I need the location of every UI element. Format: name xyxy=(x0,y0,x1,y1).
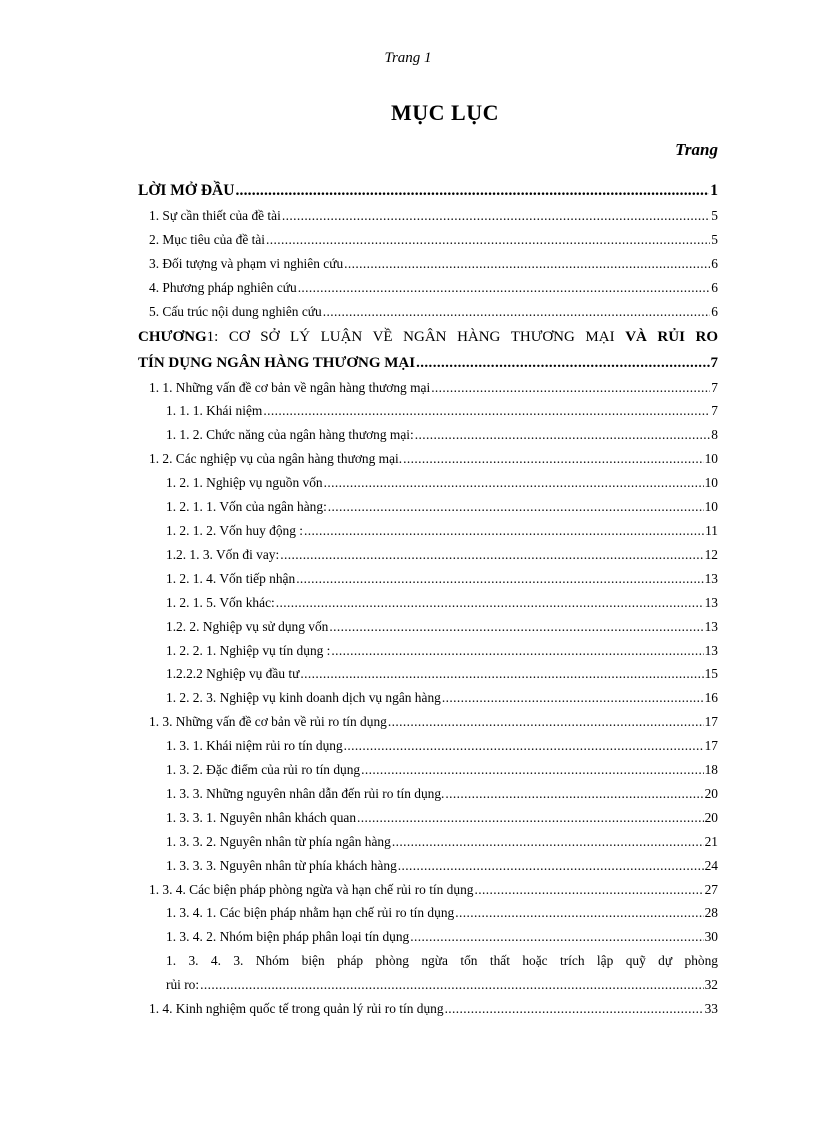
toc-entry-text: 4. Phương pháp nghiên cứu xyxy=(149,279,297,295)
toc-entry-page: 13 xyxy=(704,618,718,634)
toc-entry[interactable] xyxy=(138,758,718,782)
toc-entry[interactable] xyxy=(138,495,718,519)
toc-chapter-heading-line2[interactable] xyxy=(138,350,718,376)
toc-entry-text: 1. 2. Các nghiệp vụ của ngân hàng thương mại. xyxy=(149,451,403,467)
toc-entry-page: 6 xyxy=(711,279,718,295)
toc-entry-page: 15 xyxy=(704,666,718,682)
toc-entry-page: 7 xyxy=(711,379,718,395)
toc-entry-text: 1. 3. 2. Đặc điểm của rủi ro tín dụng xyxy=(166,762,361,778)
toc-entry-text: 1. 3. 4. 2. Nhóm biện pháp phân loại tín dụng xyxy=(166,929,410,945)
toc-entry-text: 1. 3. 3. 3. Nguyên nhân từ phía khách hàng xyxy=(166,857,397,873)
dot-leader xyxy=(445,782,703,806)
toc-entry[interactable] xyxy=(138,423,718,447)
toc-entry[interactable] xyxy=(138,399,718,423)
toc-entry[interactable] xyxy=(138,901,718,925)
intro-items xyxy=(138,204,718,324)
toc-entry-page: 27 xyxy=(704,881,718,897)
dot-leader xyxy=(329,615,703,639)
dot-leader xyxy=(344,252,710,276)
toc-entry-text: 1. 2. 2. 1. Nghiệp vụ tín dụng : xyxy=(166,642,331,658)
toc-entry[interactable] xyxy=(138,710,718,734)
toc-entry-text: 1. 3. 4. Các biện pháp phòng ngừa và hạn chế rủi ro tín dụng xyxy=(149,881,474,897)
toc-entry[interactable] xyxy=(138,639,718,663)
toc-entry[interactable] xyxy=(138,519,718,543)
dot-leader xyxy=(282,204,710,228)
toc-entry-page: 13 xyxy=(704,642,718,658)
toc-entry-wrapped[interactable]: 1. 3. 4. 3. Nhóm biện pháp phòng ngừa tổn thất hoặc trích lập quỹ dự phòng xyxy=(166,953,718,969)
dot-leader xyxy=(323,300,711,324)
toc-entry-text: 1. 2. 1. 5. Vốn khác: xyxy=(166,594,275,610)
dot-leader xyxy=(324,471,704,495)
page-number: Trang 1 xyxy=(384,50,432,66)
toc-entry-text: 1. 3. 3. 2. Nguyên nhân từ phía ngân hàng xyxy=(166,833,391,849)
toc-entry-text: 1.2. 1. 3. Vốn đi vay: xyxy=(166,546,280,562)
toc-entry-page: 1 xyxy=(710,182,718,199)
toc-entry-page: 20 xyxy=(704,809,718,825)
dot-leader xyxy=(403,447,704,471)
toc-entry-page: 12 xyxy=(704,546,718,562)
toc-entry-text: 1. 4. Kinh nghiệm quốc tế trong quản lý rủi ro tín dụng xyxy=(149,1001,444,1017)
toc-entry-page: 17 xyxy=(704,738,718,754)
toc-entry-page: 17 xyxy=(704,714,718,730)
toc-entry-page: 6 xyxy=(711,255,718,271)
dot-leader xyxy=(331,639,703,663)
toc-entry-page: 10 xyxy=(704,475,718,491)
toc-entry-text: 1. 3. 3. Những nguyên nhân dẫn đến rủi ro tín dụng. xyxy=(166,785,445,801)
toc-entry[interactable] xyxy=(138,662,718,686)
dot-leader xyxy=(474,878,703,902)
dot-leader xyxy=(410,925,703,949)
toc-entry[interactable] xyxy=(138,806,718,830)
dot-leader xyxy=(328,495,704,519)
dot-leader xyxy=(442,686,704,710)
toc-entry[interactable] xyxy=(138,782,718,806)
dot-leader xyxy=(304,519,704,543)
toc-entry-text: 1. 3. 1. Khái niệm rủi ro tín dụng xyxy=(166,738,343,754)
toc-entry[interactable] xyxy=(138,228,718,252)
toc-chapter-heading[interactable] xyxy=(138,324,718,350)
toc-entry-page: 8 xyxy=(711,427,718,443)
dot-leader xyxy=(388,710,704,734)
toc-entry-page: 6 xyxy=(711,303,718,319)
dot-leader xyxy=(298,276,711,300)
toc-entry[interactable] xyxy=(138,591,718,615)
toc-entry-text: 1. 2. 2. 3. Nghiệp vụ kinh doanh dịch vụ ngân hàng xyxy=(166,690,441,706)
toc-entry-page: 28 xyxy=(704,905,718,921)
toc-entry-text: 1. 3. 3. 1. Nguyên nhân khách quan xyxy=(166,809,357,825)
toc-entry-page: 32 xyxy=(704,977,718,993)
dot-leader xyxy=(392,830,704,854)
toc-entry[interactable] xyxy=(138,376,718,400)
toc-entry-page: 7 xyxy=(710,354,718,371)
dot-leader xyxy=(431,376,710,400)
toc-entry[interactable] xyxy=(138,854,718,878)
table-of-contents xyxy=(138,178,718,1021)
dot-leader xyxy=(344,734,704,758)
dot-leader xyxy=(235,178,709,204)
dot-leader xyxy=(280,543,703,567)
toc-entry[interactable] xyxy=(138,686,718,710)
toc-entry-page: 13 xyxy=(704,594,718,610)
toc-entry-page: 20 xyxy=(704,785,718,801)
dot-leader xyxy=(276,591,704,615)
toc-entry-intro[interactable] xyxy=(138,178,718,204)
toc-entry-page: 24 xyxy=(704,857,718,873)
toc-entry-page: 18 xyxy=(704,762,718,778)
toc-entry-last[interactable] xyxy=(138,997,718,1021)
toc-entry[interactable] xyxy=(138,252,718,276)
dot-leader xyxy=(361,758,703,782)
dot-leader xyxy=(200,973,704,997)
dot-leader xyxy=(263,399,710,423)
toc-entry-text: 1. 1. 2. Chức năng của ngân hàng thương mại: xyxy=(166,427,414,443)
toc-entry-page: 5 xyxy=(711,208,718,223)
toc-entry-text: 1. 3. 4. 1. Các biện pháp nhằm hạn chế rủi ro tín dụng xyxy=(166,905,455,921)
chapter-title-end: VÀ RỦI RO xyxy=(625,328,719,345)
toc-entry[interactable] xyxy=(138,567,718,591)
toc-entry-page: 10 xyxy=(704,499,718,515)
toc-entry-text: 2. Mục tiêu của đề tài xyxy=(149,231,266,247)
toc-entry-text: TÍN DỤNG NGÂN HÀNG THƯƠNG MẠI xyxy=(138,354,416,371)
toc-entry-page: 7 xyxy=(711,403,718,419)
chapter-items xyxy=(138,376,718,950)
dot-leader xyxy=(416,350,709,376)
toc-entry[interactable] xyxy=(138,543,718,567)
dot-leader xyxy=(455,901,703,925)
toc-entry[interactable] xyxy=(138,471,718,495)
toc-entry-wrapped-line2[interactable] xyxy=(138,973,718,997)
page-column-label: Trang xyxy=(675,140,718,159)
toc-entry-page: 10 xyxy=(704,451,718,467)
toc-entry-text: rủi ro: xyxy=(166,977,200,993)
toc-entry-text: 1. 1. 1. Khái niệm xyxy=(166,403,263,419)
toc-entry-text: 1. 2. 1. 2. Vốn huy động : xyxy=(166,522,304,538)
toc-entry-text: LỜI MỞ ĐẦU xyxy=(138,182,235,199)
dot-leader xyxy=(445,997,704,1021)
toc-entry[interactable] xyxy=(138,830,718,854)
toc-entry-page: 13 xyxy=(704,570,718,586)
toc-entry[interactable] xyxy=(138,615,718,639)
toc-entry-text: 1. 2. 1. 1. Vốn của ngân hàng: xyxy=(166,499,327,515)
toc-entry-text: 1. 3. Những vấn đề cơ bản về rủi ro tín dụng xyxy=(149,714,387,730)
toc-entry-text: 1. Sự cần thiết của đề tài xyxy=(149,208,281,223)
chapter-prefix: CHƯƠNG xyxy=(138,328,207,345)
toc-entry-text: 5. Cấu trúc nội dung nghiên cứu xyxy=(149,303,322,319)
toc-entry[interactable] xyxy=(138,204,718,228)
toc-entry-page: 5 xyxy=(711,231,718,247)
toc-entry[interactable] xyxy=(138,925,718,949)
toc-entry-text: 1.2.2.2 Nghiệp vụ đầu tư xyxy=(166,666,300,682)
toc-entry-text: 3. Đối tượng và phạm vi nghiên cứu xyxy=(149,255,344,271)
toc-entry[interactable] xyxy=(138,447,718,471)
dot-leader xyxy=(357,806,704,830)
toc-entry-text: 1. 1. Những vấn đề cơ bản về ngân hàng thương mại xyxy=(149,379,431,395)
toc-entry-page: 16 xyxy=(704,690,718,706)
toc-entry[interactable] xyxy=(138,878,718,902)
toc-entry-text: 1.2. 2. Nghiệp vụ sử dụng vốn xyxy=(166,618,329,634)
toc-entry-page: 30 xyxy=(704,929,718,945)
toc-entry-page: 11 xyxy=(705,522,718,538)
toc-entry-text: 1. 2. 1. 4. Vốn tiếp nhận xyxy=(166,570,296,586)
toc-entry[interactable] xyxy=(138,276,718,300)
toc-title: MỤC LỤC xyxy=(391,100,499,125)
toc-entry-text: 1. 2. 1. Nghiệp vụ nguồn vốn xyxy=(166,475,323,491)
dot-leader xyxy=(415,423,711,447)
toc-entry-page: 33 xyxy=(704,1001,718,1017)
dot-leader xyxy=(398,854,704,878)
dot-leader xyxy=(300,662,703,686)
chapter-title: 1: CƠ SỞ LÝ LUẬN VỀ NGÂN HÀNG THƯƠNG MẠI xyxy=(206,328,615,345)
dot-leader xyxy=(296,567,703,591)
toc-entry[interactable] xyxy=(138,734,718,758)
toc-entry-page: 21 xyxy=(704,833,718,849)
toc-entry[interactable] xyxy=(138,300,718,324)
dot-leader xyxy=(266,228,710,252)
